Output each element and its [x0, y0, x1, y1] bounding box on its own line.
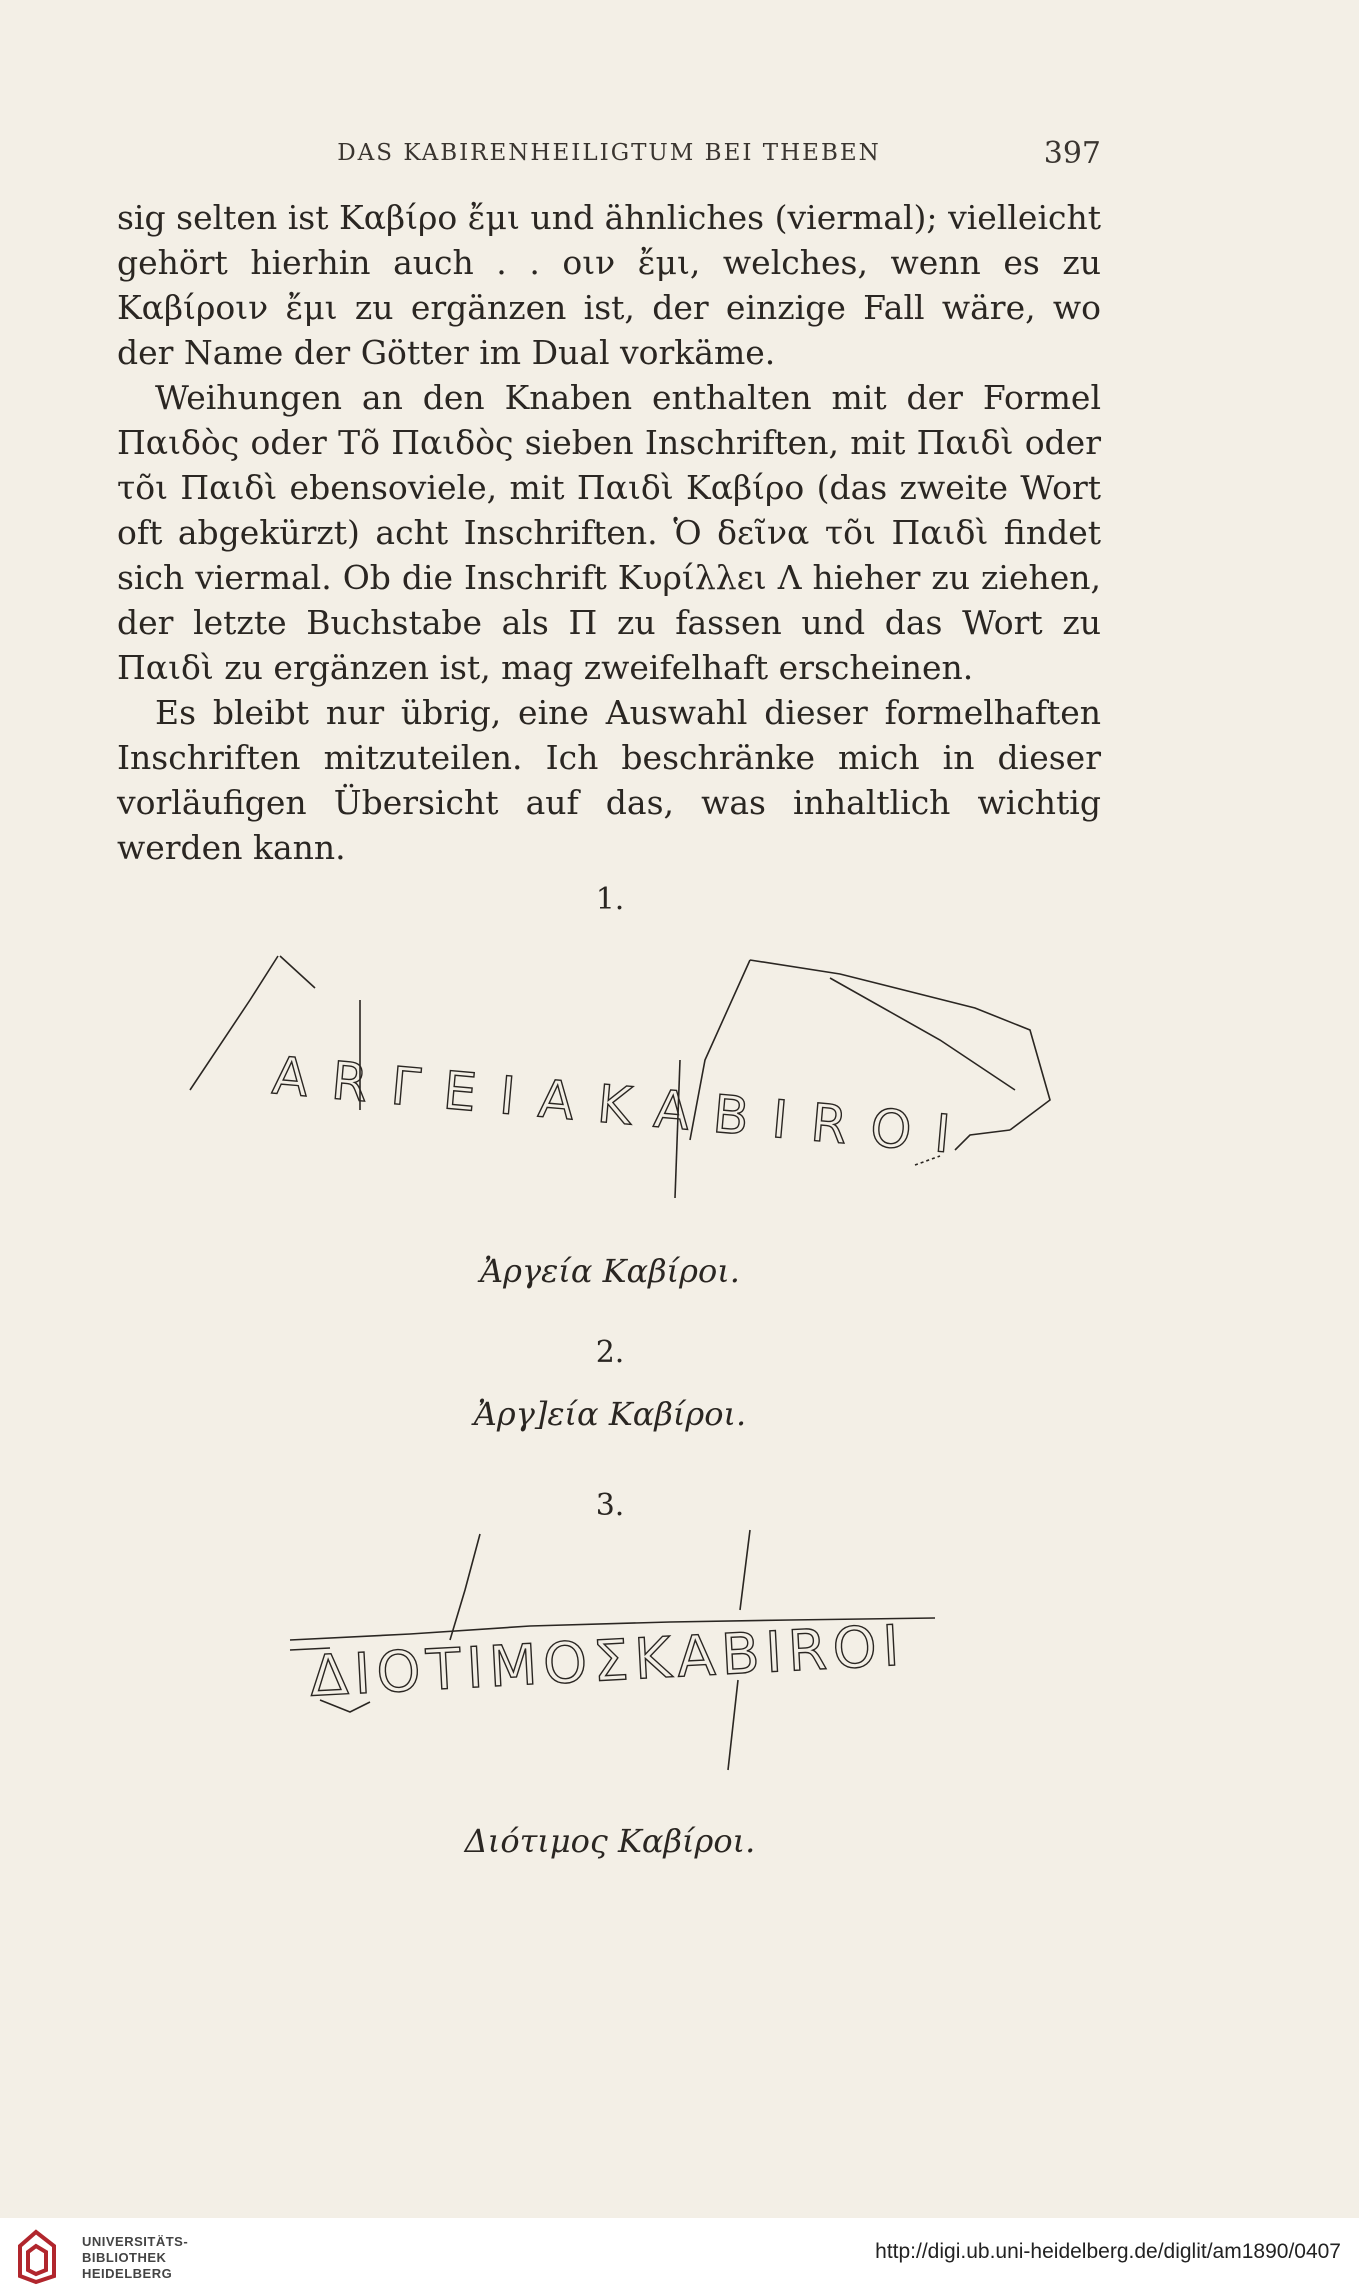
fragment-edge-line [728, 1680, 738, 1770]
figure-3-caption: Διότιμος Καβίροι. [464, 1822, 756, 1860]
source-url-link[interactable]: http://digi.ub.uni-heidelberg.de/diglit/am1890/0407 [875, 2240, 1341, 2263]
paragraph-1: sig selten ist Καβίρο ἔμι und ähnliches (viermal); vielleicht gehört hierhin auch . . οιν ἔμι, welches, wenn es zu Καβίροιν ἔμι zu ergänzen ist, der einzige Fall wäre, wo der Name der Götter im Dual vorkäme. [117, 198, 1101, 372]
fragment-edge-line [450, 1534, 480, 1640]
running-title: DAS KABIRENHEILIGTUM BEI THEBEN [337, 140, 881, 166]
paragraph-2: Weihungen an den Knaben enthalten mit der Formel Παιδὸς oder Τõ Παιδὸς sieben Inschriften, mit Παιδὶ oder τõι Παιδὶ ebensoviele, mit Παιδὶ Καβίρο (das zweite Wort oft abgekürzt) acht Inschriften. Ὁ δεῖνα τõι Παιδὶ findet sich viermal. Ob die Inschrift Κυρίλλει Λ hieher zu ziehen, der letzte Buchstabe als Π zu fassen und das Wort zu Παιδὶ zu ergänzen ist, mag zweifelhaft erscheinen. [117, 378, 1101, 687]
fragment-edge-line [740, 1530, 750, 1610]
footer [0, 2218, 1359, 2294]
fragment-edge-line [955, 1130, 1010, 1150]
body-text [117, 195, 1101, 870]
library-name [82, 2234, 188, 2282]
figure-1-number: 1. [595, 882, 625, 917]
inscription-text: ARΓEIAKABIROI [270, 1046, 953, 1166]
paragraph-3: Es bleibt nur übrig, eine Auswahl dieser formelhaften Inschriften mitzuteilen. Ich beschränke mich in dieser vorläufigen Übersicht auf das, was inhaltlich wichtig werden kann. [117, 693, 1101, 867]
page-number: 397 [1043, 136, 1101, 171]
figure-2-caption: Ἀργ]εία Καβίροι. [473, 1395, 747, 1433]
library-logo-icon [14, 2226, 60, 2286]
figure-3-inscription-drawing [270, 1530, 950, 1794]
library-name-line: UNIVERSITÄTS- [82, 2234, 189, 2249]
library-name-line: BIBLIOTHEK [82, 2250, 167, 2265]
inscription-text: ΔΙΟΤΙΜΟΣΚΑΒΙRΟΙ [308, 1613, 901, 1710]
figure-1-caption: Ἀργεία Καβίροι. [480, 1252, 740, 1290]
figure-3-number: 3. [595, 1488, 625, 1523]
fragment-edge-line [190, 956, 278, 1090]
figure-2-number: 2. [595, 1335, 625, 1370]
figure-1-inscription-drawing [180, 940, 1060, 1264]
logo-shape [28, 2246, 46, 2274]
library-name-line: HEIDELBERG [82, 2266, 173, 2281]
fragment-edge-line [280, 956, 315, 988]
